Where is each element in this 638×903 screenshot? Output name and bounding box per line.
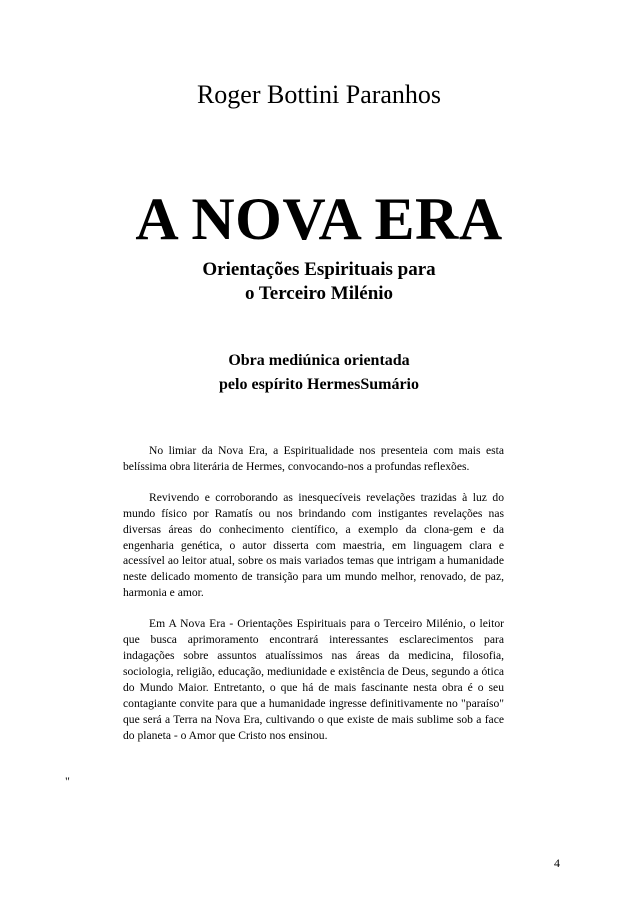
subtitle-line-2: o Terceiro Milénio [244,283,394,304]
synopsis [123,443,504,758]
mediumship-line-1: Obra mediúnica orientada [228,352,410,369]
book-title: A NOVA ERA [135,186,503,252]
subtitle-line-1: Orientações Espirituais para [202,259,436,280]
book-subtitle [0,258,638,306]
mediumship-line-2: pelo espírito HermesSumário [219,376,419,393]
mediumship-credit [0,349,638,397]
synopsis-paragraph-1: No limiar da Nova Era, a Espiritualidade nos presenteia com mais esta belíssima obra literária de Hermes, convocando-nos a profundas reflexões. [123,444,504,473]
page-number: 4 [554,856,560,870]
author-name: Roger Bottini Paranhos [196,80,442,109]
synopsis-paragraph-3: Em A Nova Era - Orientações Espirituais para o Terceiro Milénio, o leitor que busca aprimoramento encontrará interessantes esclarecimentos para indagações sobre assuntos atualíssimos nas áreas da medicina, filosofia, sociologia, religião, educação, mediunidade e existência de Deus, segundo a ótica do Mundo Maior. Entretanto, o que há de mais fascinante nesta obra é o seu contagiante convite para que a humanidade ingresse definitivamente no "paraíso" que será a Terra na Nova Era, cultivando o que existe de mais sublime sob a face do planeta - o Amor que Cristo nos ensinou. [123,617,504,742]
synopsis-paragraph-2: Revivendo e corroborando as inesquecíveis revelações trazidas à luz do mundo físico por Ramatís ou nos brindando com instigantes revelações nas diversas áreas do conhecimento científico, a exemplo da clona-gem e da engenharia genética, o autor disserta com maestria, em linguagem clara e acessível ao leitor atual, sobre os mais variados temas que intrigam a humanidade neste delicado momento de transição para um mundo melhor, renovado, de paz, harmonia e amor. [123,490,504,600]
stray-quote-mark: " [65,774,70,788]
